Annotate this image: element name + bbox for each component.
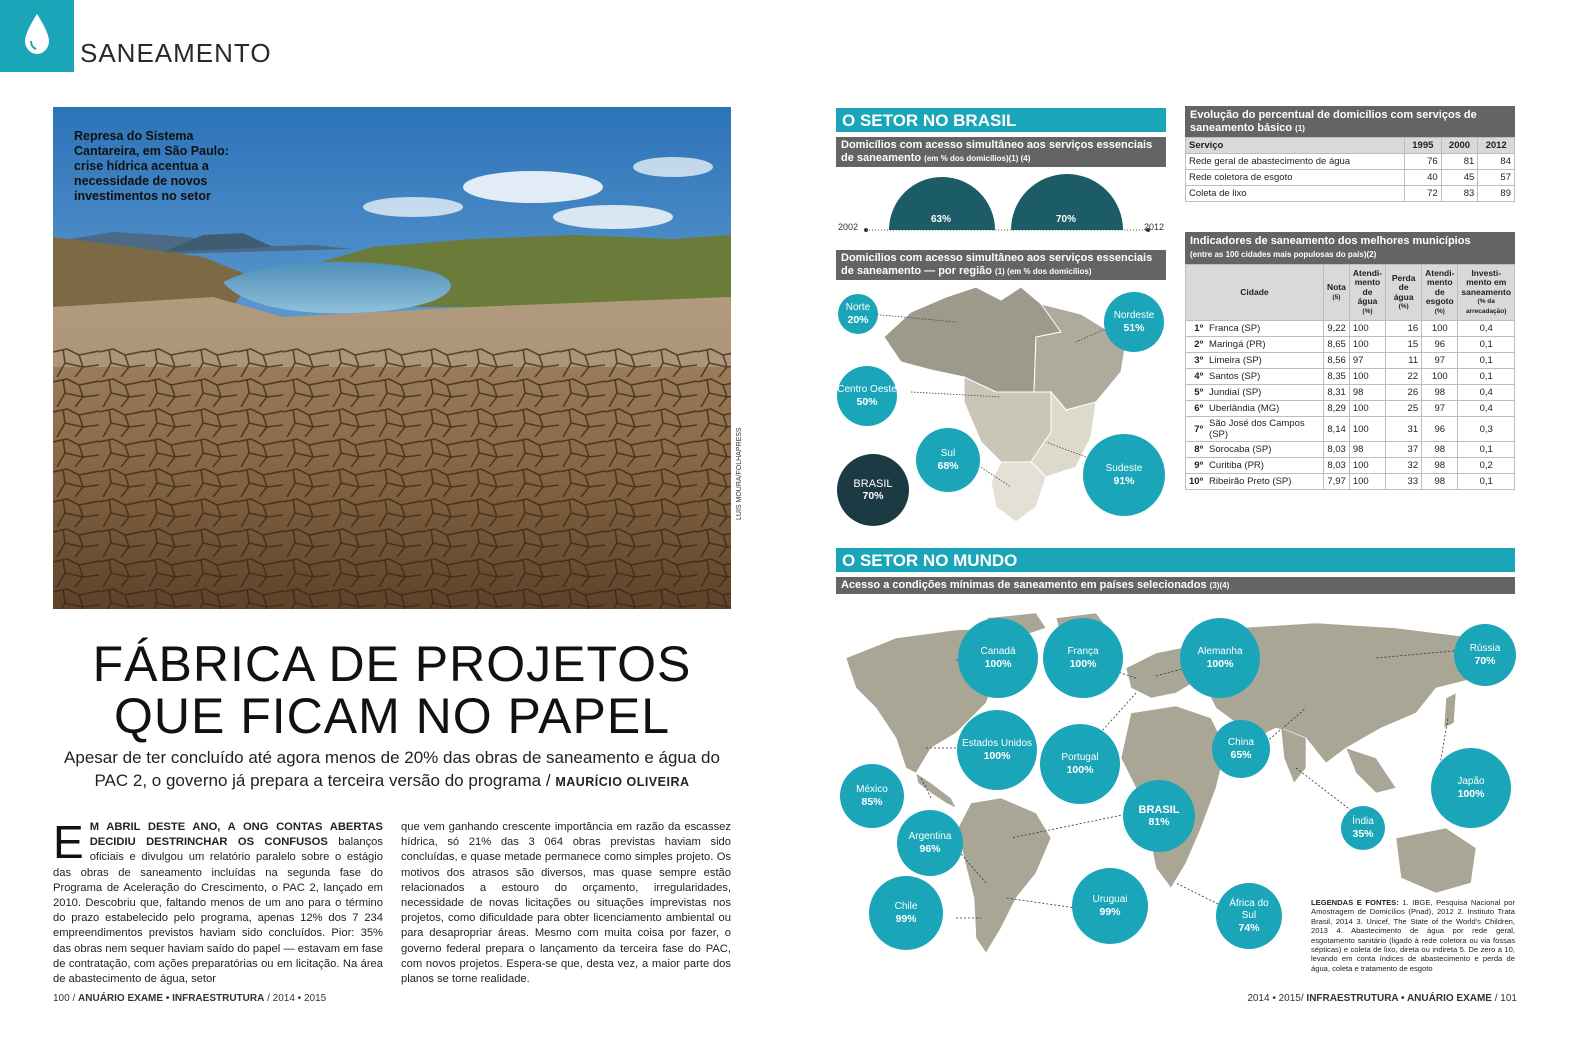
cell: 45 (1441, 170, 1478, 186)
th-atend-esgoto-unit: (%) (1434, 307, 1445, 315)
nota: 7,97 (1323, 474, 1349, 490)
subhead-text: Apesar de ter concluído até agora menos de 20% das obras de saneamento e água do PAC 2, o governo já prepara a terceira versão do programa / (64, 748, 720, 790)
region-value: 91% (1113, 475, 1135, 487)
region-bubble-sul (916, 428, 980, 492)
country-bubble-alemanha (1180, 618, 1260, 698)
cell: 72 (1405, 186, 1442, 202)
country-name: Canadá (980, 646, 1016, 657)
year-right: 2014 • 2015/ (1247, 993, 1304, 1004)
invest: 0,1 (1458, 337, 1515, 353)
legend-head: LEGENDAS E FONTES: (1311, 898, 1399, 907)
th-atend-agua-label: Atendi-mento de água (1352, 267, 1383, 307)
country-name: Chile (894, 901, 918, 912)
page-number-left: 100 / (53, 993, 76, 1004)
indicadores-title: Indicadores de saneamento dos melhores municípios (1190, 235, 1471, 247)
atend-esgoto: 98 (1422, 458, 1458, 474)
perda: 33 (1386, 474, 1422, 490)
invest: 0,1 (1458, 353, 1515, 369)
article-column-1 (53, 816, 383, 987)
th-invest (1458, 265, 1515, 321)
th-perda-unit: (%) (1398, 303, 1409, 310)
country-bubble-mexico (840, 764, 904, 828)
atend-agua: 100 (1349, 458, 1385, 474)
invest: 0,4 (1458, 385, 1515, 401)
th-invest-unit: (% da arrecadação) (1465, 298, 1507, 315)
country-value: 100% (984, 658, 1012, 670)
region-value: 68% (937, 460, 959, 472)
city: Ribeirão Preto (SP) (1206, 474, 1323, 490)
brasil-arcs-chart (836, 172, 1166, 242)
nota: 8,65 (1323, 337, 1349, 353)
country-name: França (1067, 646, 1099, 657)
country-name: Portugal (1061, 752, 1099, 763)
country-name: Japão (1457, 776, 1485, 787)
atend-agua: 98 (1349, 385, 1385, 401)
photo-credit: LUIS MOURA/FOLHAPRESS (736, 427, 743, 520)
drop-cap: E (53, 816, 84, 868)
perda: 31 (1386, 417, 1422, 442)
th-perda (1386, 265, 1422, 321)
cell: 57 (1478, 170, 1515, 186)
rank: 3º (1186, 353, 1207, 369)
th-nota-note: (5) (1332, 293, 1341, 301)
region-value: 70% (862, 490, 884, 502)
country-bubble-japao (1431, 748, 1511, 828)
perda: 25 (1386, 401, 1422, 417)
atend-agua: 100 (1349, 337, 1385, 353)
country-value: 99% (895, 913, 917, 925)
table-row (1186, 186, 1515, 202)
atend-esgoto: 100 (1422, 369, 1458, 385)
th-invest-label: Investi-mento em saneamento (1461, 267, 1512, 297)
cell: Coleta de lixo (1186, 186, 1405, 202)
nota: 8,29 (1323, 401, 1349, 417)
atend-esgoto: 97 (1422, 401, 1458, 417)
legend-sources (1311, 898, 1515, 973)
perda: 37 (1386, 442, 1422, 458)
atend-agua: 100 (1349, 369, 1385, 385)
publication-left: ANUÁRIO EXAME • INFRAESTRUTURA (78, 993, 265, 1004)
arc-dot-a (864, 228, 868, 232)
table-row (1186, 353, 1515, 369)
mundo-chart-note: (3)(4) (1209, 581, 1230, 590)
mundo-section-header: O SETOR NO MUNDO (836, 548, 1515, 572)
city: Curitiba (PR) (1206, 458, 1323, 474)
indicadores-header (1185, 232, 1515, 264)
country-bubble-uruguai (1072, 868, 1148, 944)
arc-year-b: 2012 (1144, 222, 1165, 232)
country-name: Estados Unidos (961, 738, 1033, 749)
legend-body: 1. IBGE, Pesquisa Nacional por Amostragem de Domicílios (Pnad), 2012 2. Instituto Trata Brasil, 2014 3. Unicef, The State of the World's Children, 2013 4. Abastecimento de água por rede geral, esgotamento sanitário (ligado à rede coletora ou via fossas sépticas) e coleta de lixo, direta ou indireta 5. De zero a 10, levando em conta índices de abastecimento e perda de água, coleta e tratamento de esgoto (1311, 898, 1515, 973)
world-map (836, 598, 1515, 988)
country-bubble-estados-unidos (957, 710, 1037, 790)
water-drop-icon (22, 12, 52, 56)
brasil-arcs-svg (836, 172, 1166, 242)
country-value: 35% (1352, 828, 1374, 840)
atend-esgoto: 96 (1422, 417, 1458, 442)
region-name: Centro Oeste (837, 384, 897, 395)
section-title: SANEAMENTO (80, 38, 272, 68)
table-row (1186, 170, 1515, 186)
region-value: 20% (847, 314, 869, 326)
country-bubble-portugal (1040, 724, 1120, 804)
region-bubble-norte (838, 294, 878, 334)
atend-esgoto: 98 (1422, 385, 1458, 401)
lead-caps: M ABRIL DESTE ANO, A ONG CONTAS ABERTAS DECIDIU DESTRINCHAR OS CONFUSOS (89, 821, 383, 849)
country-bubble-argentina (897, 810, 963, 876)
country-value: 70% (1474, 655, 1496, 667)
th-2000: 2000 (1441, 138, 1478, 154)
nota: 8,03 (1323, 458, 1349, 474)
brasil-chart1-header (836, 137, 1166, 167)
th-atend-esgoto (1422, 265, 1458, 321)
th-nota (1323, 265, 1349, 321)
central-america-shape (916, 773, 956, 808)
india-shape (1281, 728, 1306, 783)
city: Uberlândia (MG) (1206, 401, 1323, 417)
country-bubble-chile (869, 876, 943, 950)
rank: 8º (1186, 442, 1207, 458)
rank: 2º (1186, 337, 1207, 353)
nota: 8,31 (1323, 385, 1349, 401)
cell: 40 (1405, 170, 1442, 186)
brasil-chart1-unit: (em % dos domicílios)(1) (4) (924, 154, 1031, 163)
rank: 10º (1186, 474, 1207, 490)
evolucao-note: (1) (1295, 124, 1305, 133)
table-header-row (1186, 138, 1515, 154)
atend-agua: 100 (1349, 474, 1385, 490)
th-2012: 2012 (1478, 138, 1515, 154)
th-atend-esgoto-label: Atendi-mento de esgoto (1425, 267, 1455, 307)
table-row (1186, 369, 1515, 385)
region-bubble-centro-oeste (837, 366, 897, 426)
cell: 76 (1405, 154, 1442, 170)
table-row (1186, 458, 1515, 474)
region-name: BRASIL (853, 478, 893, 490)
city: Limeira (SP) (1206, 353, 1323, 369)
country-bubble-brasil (1123, 780, 1195, 852)
table-row (1186, 154, 1515, 170)
invest: 0,4 (1458, 401, 1515, 417)
invest: 0,1 (1458, 369, 1515, 385)
table-row (1186, 337, 1515, 353)
table-row (1186, 385, 1515, 401)
article-headline (53, 638, 731, 742)
rank: 9º (1186, 458, 1207, 474)
column-1-text: balanços oficiais e divulgou um relatório paralelo sobre o estágio das obras de saneamento incluídas na segunda fase do Programa de Aceleração do Crescimento, o PAC 2, lançado em 2010. Descobriu que, faltando menos de um ano para o término do prazo estabelecido pelo programa, apenas 12% dos 7 234 empreendimentos previstos haviam sido concluídos. Pior: 35% das obras nem sequer haviam saído do papel — estavam em fase de contratação, com ações preparatórias ou em licitação. Na área de abastecimento de água, setor (53, 836, 383, 986)
mundo-chart-header (836, 577, 1515, 594)
region-value: 51% (1123, 322, 1145, 334)
country-value: 96% (919, 843, 941, 855)
country-name: México (856, 784, 888, 795)
th-cidade: Cidade (1186, 265, 1324, 321)
rank: 5º (1186, 385, 1207, 401)
country-value: 100% (983, 750, 1011, 762)
atend-esgoto: 96 (1422, 337, 1458, 353)
country-name: Alemanha (1197, 646, 1243, 657)
mundo-chart-title: Acesso a condições mínimas de saneamento em países selecionados (841, 579, 1207, 591)
country-value: 100% (1066, 764, 1094, 776)
table-header-row (1186, 265, 1515, 321)
table-row (1186, 474, 1515, 490)
nota: 9,22 (1323, 321, 1349, 337)
city: Jundiaí (SP) (1206, 385, 1323, 401)
article-column-2: que vem ganhando crescente importância em razão da escassez hídrica, só 21% das 3 064 obras previstas haviam sido concluídas, e quase metade permanece como simples projeto. Os motivos dos atrasos são diversos, mas quase sempre estão relacionados a estouro do orçamento, irregularidades, necessidade de novas licitações ou situações imprevistas nos projetos, como dificuldade para obter licenciamento ambiental ou para desapropriar áreas. Mesmo com muita coisa por fazer, o governo federal prepara o lançamento da terceira fase do PAC, com novos projetos. Espera-se que, desta vez, a maior parte dos planos se torne realidade. (401, 821, 731, 986)
brasil-chart2-unit: (1) (em % dos domicílios) (995, 267, 1092, 276)
perda: 16 (1386, 321, 1422, 337)
country-value: 100% (1457, 788, 1485, 800)
country-name: China (1227, 737, 1255, 748)
brasil-section-header: O SETOR NO BRASIL (836, 108, 1166, 132)
region-name: Norte (845, 302, 871, 313)
nota: 8,56 (1323, 353, 1349, 369)
cell: 84 (1478, 154, 1515, 170)
atend-agua: 97 (1349, 353, 1385, 369)
country-value: 100% (1206, 658, 1234, 670)
region-bubble-sudeste (1083, 434, 1165, 516)
brasil-region-map (836, 282, 1166, 532)
nota: 8,35 (1323, 369, 1349, 385)
indicadores-table (1185, 264, 1515, 490)
atend-agua: 100 (1349, 417, 1385, 442)
south-america-shape (958, 798, 1051, 953)
page-number-right: / 101 (1494, 993, 1517, 1004)
author-name: MAURÍCIO OLIVEIRA (555, 775, 690, 789)
folio-right (1247, 993, 1517, 1004)
region-name: Sul (940, 448, 956, 459)
country-value: 100% (1069, 658, 1097, 670)
cell: Rede geral de abastecimento de água (1186, 154, 1405, 170)
country-name: África do Sul (1229, 898, 1269, 921)
th-perda-label: Perda de água (1391, 272, 1416, 302)
atend-esgoto: 100 (1422, 321, 1458, 337)
country-name: Rússia (1469, 643, 1501, 654)
cell: 89 (1478, 186, 1515, 202)
region-bubble-nordeste (1104, 292, 1164, 352)
atend-esgoto: 98 (1422, 442, 1458, 458)
perda: 22 (1386, 369, 1422, 385)
atend-esgoto: 98 (1422, 474, 1458, 490)
article-subhead (53, 746, 731, 794)
invest: 0,1 (1458, 474, 1515, 490)
country-value: 74% (1238, 922, 1260, 934)
country-bubble-africa-do-sul (1216, 883, 1282, 949)
table-row (1186, 321, 1515, 337)
region-name: Sudeste (1105, 463, 1143, 474)
table-row (1186, 442, 1515, 458)
australia-shape (1396, 828, 1476, 893)
country-name: Argentina (908, 831, 952, 842)
evolucao-title: Evolução do percentual de domicílios com serviços de saneamento básico (1190, 109, 1477, 134)
th-atend-agua (1349, 265, 1385, 321)
rank: 7º (1186, 417, 1207, 442)
nota: 8,03 (1323, 442, 1349, 458)
th-nota-label: Nota (1326, 282, 1346, 292)
region-sul (991, 462, 1046, 522)
country-name: Uruguai (1092, 894, 1128, 905)
indicadores-subtitle: (entre as 100 cidades mais populosas do país)(2) (1190, 250, 1377, 259)
country-bubble-canada (958, 618, 1038, 698)
perda: 15 (1386, 337, 1422, 353)
country-bubble-india (1341, 806, 1385, 850)
th-atend-agua-unit: (%) (1362, 307, 1373, 315)
evolucao-table (1185, 137, 1515, 202)
arc-value-a: 63% (931, 214, 952, 225)
perda: 11 (1386, 353, 1422, 369)
city: Sorocaba (SP) (1206, 442, 1323, 458)
country-value: 99% (1099, 906, 1121, 918)
table-row (1186, 417, 1515, 442)
country-value: 65% (1230, 749, 1252, 761)
atend-agua: 100 (1349, 401, 1385, 417)
region-value: 50% (856, 396, 878, 408)
country-bubble-russia (1454, 624, 1516, 686)
japan-shape (1444, 693, 1456, 728)
invest: 0,2 (1458, 458, 1515, 474)
atend-agua: 100 (1349, 321, 1385, 337)
table-row (1186, 401, 1515, 417)
headline-line-1: FÁBRICA DE PROJETOS (92, 636, 692, 692)
city: São José dos Campos (SP) (1206, 417, 1323, 442)
rank: 4º (1186, 369, 1207, 385)
th-1995: 1995 (1405, 138, 1442, 154)
publication-right: INFRAESTRUTURA • ANUÁRIO EXAME (1306, 993, 1492, 1004)
evolucao-header (1185, 106, 1515, 138)
invest: 0,3 (1458, 417, 1515, 442)
cell: Rede coletora de esgoto (1186, 170, 1405, 186)
country-value: 81% (1148, 816, 1170, 828)
th-servico: Serviço (1186, 138, 1405, 154)
country-value: 85% (861, 796, 883, 808)
cell: 83 (1441, 186, 1478, 202)
rank: 1º (1186, 321, 1207, 337)
nota: 8,14 (1323, 417, 1349, 442)
perda: 26 (1386, 385, 1422, 401)
country-bubble-franca (1043, 618, 1123, 698)
arc-year-a: 2002 (838, 222, 859, 232)
city: Santos (SP) (1206, 369, 1323, 385)
folio-left (53, 993, 326, 1004)
photo-caption: Represa do Sistema Cantareira, em São Paulo: crise hídrica acentua a necessidade de novos investimentos no setor (74, 129, 229, 203)
southeast-asia-shape (1346, 748, 1396, 793)
region-bubble-brasil (837, 454, 909, 526)
atend-agua: 98 (1349, 442, 1385, 458)
invest: 0,1 (1458, 442, 1515, 458)
atend-esgoto: 97 (1422, 353, 1458, 369)
cell: 81 (1441, 154, 1478, 170)
arc-value-b: 70% (1056, 214, 1077, 225)
country-name: Índia (1352, 816, 1374, 827)
invest: 0,4 (1458, 321, 1515, 337)
perda: 32 (1386, 458, 1422, 474)
headline-line-2: QUE FICAM NO PAPEL (113, 688, 671, 744)
city: Franca (SP) (1206, 321, 1323, 337)
rank: 6º (1186, 401, 1207, 417)
section-tab (0, 0, 74, 72)
region-name: Nordeste (1113, 310, 1155, 321)
brasil-chart2-title: Domicílios com acesso simultâneo aos serviços essenciais de saneamento — por região (841, 252, 1153, 277)
brasil-chart2-header (836, 250, 1166, 280)
year-left: / 2014 • 2015 (267, 993, 327, 1004)
brasil-chart1-title: Domicílios com acesso simultâneo aos serviços essenciais de saneamento (841, 139, 1153, 164)
country-bubble-china (1212, 720, 1270, 778)
country-name: BRASIL (1138, 804, 1180, 816)
city: Maringá (PR) (1206, 337, 1323, 353)
